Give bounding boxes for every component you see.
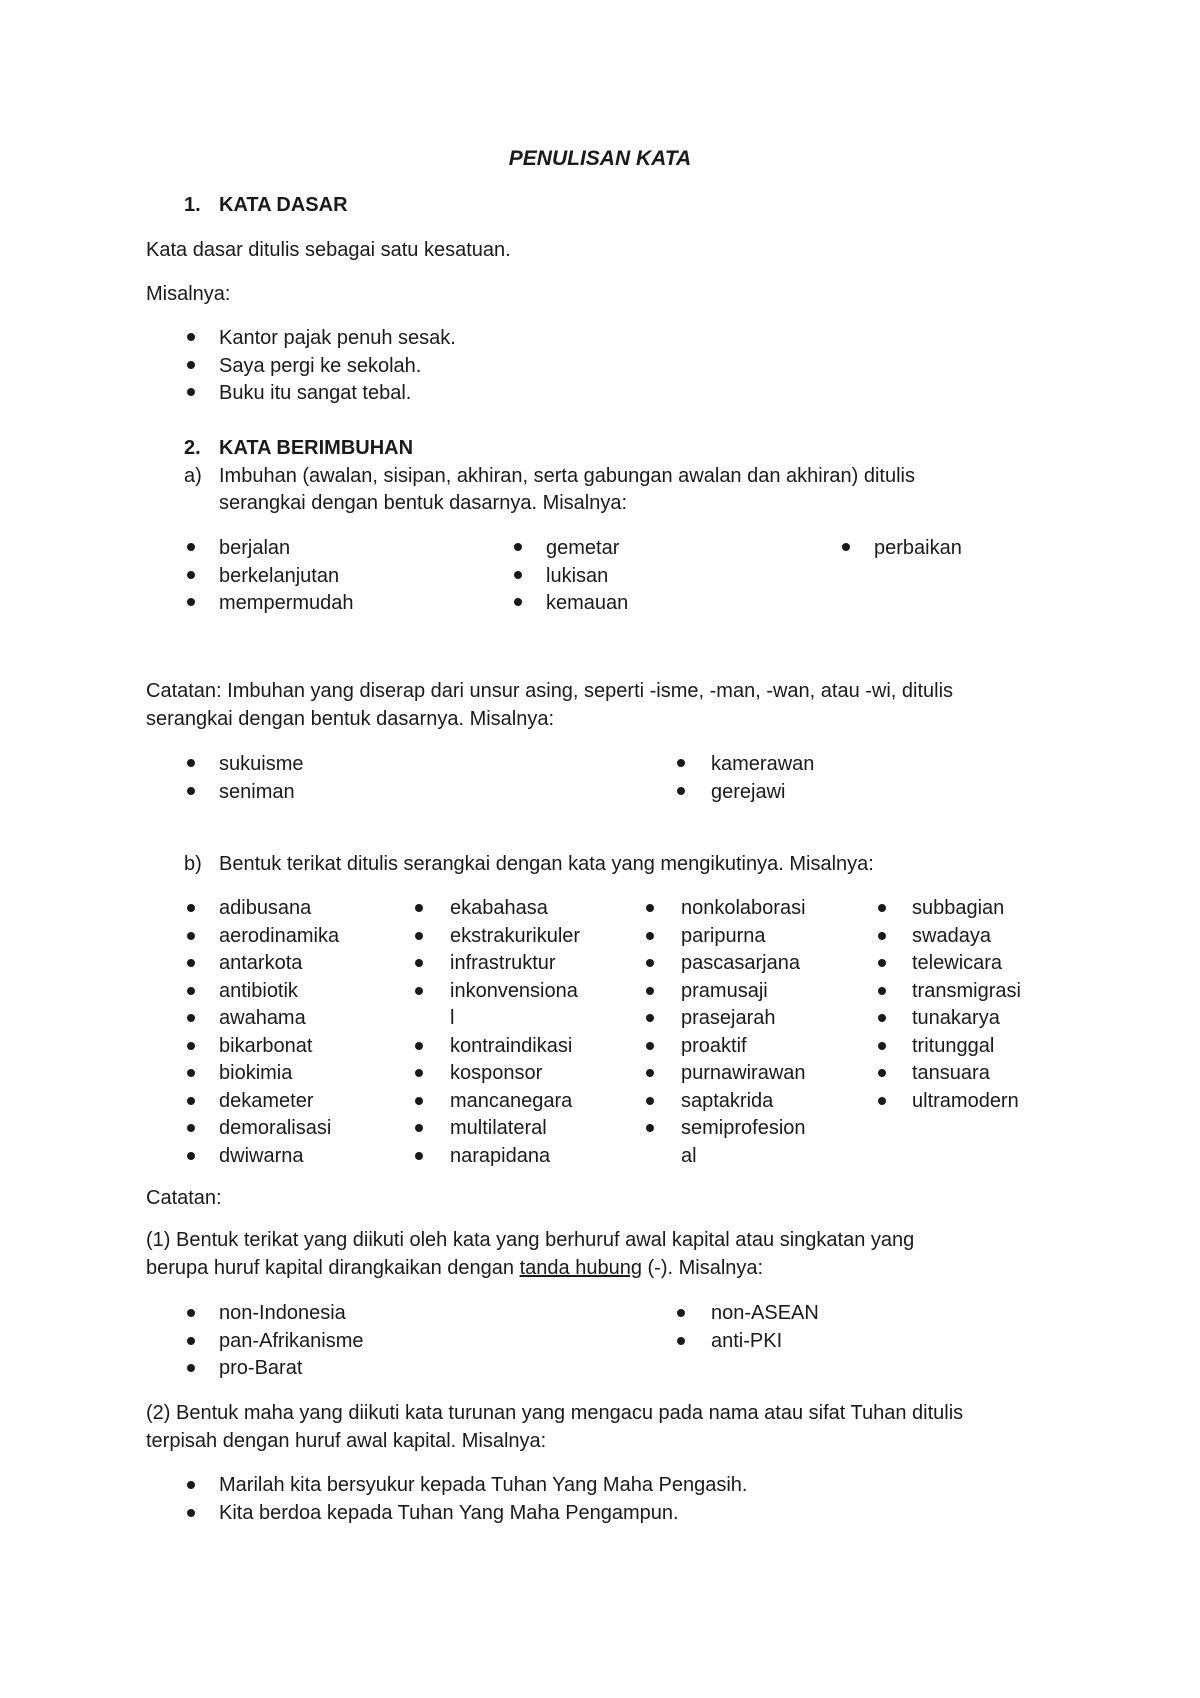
- bullet-icon: [187, 1481, 195, 1489]
- bullet-icon: [878, 1042, 886, 1050]
- list-item: telewicara: [912, 952, 1003, 974]
- bullet-icon: [646, 1124, 654, 1132]
- bullet-icon: [187, 959, 195, 967]
- bullet-icon: [187, 1069, 195, 1077]
- list-item: antibiotik: [219, 980, 298, 1002]
- bullet-icon: [878, 932, 886, 940]
- bullet-icon: [187, 1097, 195, 1105]
- paragraph: Misalnya:: [146, 283, 231, 305]
- bullet-icon: [187, 388, 195, 396]
- section-number: 2.: [184, 437, 201, 459]
- paragraph-line: (2) Bentuk maha yang diikuti kata turunan yang mengacu pada nama atau sifat Tuhan ditulis: [146, 1402, 964, 1424]
- list-item: kamerawan: [711, 753, 815, 775]
- list-item: purnawirawan: [681, 1062, 806, 1084]
- bullet-icon: [878, 1069, 886, 1077]
- list-item: pramusaji: [681, 980, 768, 1002]
- list-item: non-ASEAN: [711, 1302, 819, 1324]
- text-run: (-). Misalnya:: [641, 1257, 764, 1279]
- paragraph-line: Bentuk terikat ditulis serangkai dengan kata yang mengikutinya. Misalnya:: [219, 853, 874, 875]
- bullet-icon: [187, 904, 195, 912]
- list-item: aerodinamika: [219, 925, 340, 947]
- list-item: tansuara: [912, 1062, 990, 1084]
- bullet-icon: [878, 904, 886, 912]
- list-item: demoralisasi: [219, 1117, 332, 1139]
- paragraph-line: Imbuhan (awalan, sisipan, akhiran, serta gabungan awalan dan akhiran) ditulis: [219, 465, 915, 487]
- list-item: gerejawi: [711, 781, 786, 803]
- bullet-icon: [415, 959, 423, 967]
- list-item: dekameter: [219, 1090, 314, 1112]
- list-item: infrastruktur: [450, 952, 556, 974]
- list-item: inkonvensiona: [450, 980, 578, 1002]
- bullet-icon: [415, 1069, 423, 1077]
- list-item: transmigrasi: [912, 980, 1021, 1002]
- list-item: semiprofesion: [681, 1117, 806, 1139]
- bullet-icon: [415, 1097, 423, 1105]
- bullet-icon: [187, 987, 195, 995]
- list-item: proaktif: [681, 1035, 747, 1057]
- list-item: pro-Barat: [219, 1357, 303, 1379]
- paragraph-line: serangkai dengan bentuk dasarnya. Misalnya:: [219, 492, 628, 514]
- bullet-icon: [187, 543, 195, 551]
- bullet-icon: [677, 759, 685, 767]
- section-heading: KATA DASAR: [219, 194, 348, 216]
- bullet-icon: [415, 1124, 423, 1132]
- bullet-icon: [646, 987, 654, 995]
- bullet-icon: [677, 787, 685, 795]
- list-item: berjalan: [219, 537, 291, 559]
- list-item: biokimia: [219, 1062, 293, 1084]
- list-item-continuation: l: [450, 1007, 455, 1029]
- bullet-icon: [187, 1042, 195, 1050]
- paragraph-line: Catatan: Imbuhan yang diserap dari unsur asing, seperti -isme, -man, -wan, atau -wi, ditulis: [146, 680, 954, 702]
- list-item: Saya pergi ke sekolah.: [219, 355, 422, 377]
- bullet-icon: [878, 959, 886, 967]
- bullet-icon: [187, 333, 195, 341]
- item-label: b): [184, 853, 202, 875]
- list-item: saptakrida: [681, 1090, 774, 1112]
- list-item: seniman: [219, 781, 295, 803]
- list-item: Buku itu sangat tebal.: [219, 382, 412, 404]
- list-item: nonkolaborasi: [681, 897, 806, 919]
- paragraph: Catatan:: [146, 1187, 222, 1209]
- list-item: mempermudah: [219, 592, 354, 614]
- list-item: Kita berdoa kepada Tuhan Yang Maha Pengampun.: [219, 1502, 679, 1524]
- list-item: dwiwarna: [219, 1145, 304, 1167]
- bullet-icon: [842, 543, 850, 551]
- list-item: non-Indonesia: [219, 1302, 346, 1324]
- bullet-icon: [187, 1509, 195, 1517]
- bullet-icon: [646, 1069, 654, 1077]
- list-item: kontraindikasi: [450, 1035, 573, 1057]
- bullet-icon: [415, 987, 423, 995]
- bullet-icon: [187, 759, 195, 767]
- bullet-icon: [415, 932, 423, 940]
- list-item: adibusana: [219, 897, 312, 919]
- bullet-icon: [415, 1152, 423, 1160]
- list-item: ekabahasa: [450, 897, 548, 919]
- bullet-icon: [878, 1097, 886, 1105]
- bullet-icon: [646, 1014, 654, 1022]
- list-item: narapidana: [450, 1145, 551, 1167]
- bullet-icon: [187, 932, 195, 940]
- list-item: prasejarah: [681, 1007, 776, 1029]
- list-item: ultramodern: [912, 1090, 1019, 1112]
- bullet-icon: [646, 1042, 654, 1050]
- list-item: ekstrakurikuler: [450, 925, 581, 947]
- item-label: a): [184, 465, 202, 487]
- paragraph-line: serangkai dengan bentuk dasarnya. Misalnya:: [146, 708, 555, 730]
- bullet-icon: [187, 571, 195, 579]
- section-heading: KATA BERIMBUHAN: [219, 437, 414, 459]
- list-item: kemauan: [546, 592, 629, 614]
- list-item: gemetar: [546, 537, 620, 559]
- list-item: perbaikan: [874, 537, 962, 559]
- bullet-icon: [514, 543, 522, 551]
- list-item: awahama: [219, 1007, 306, 1029]
- page-title: PENULISAN KATA: [508, 147, 692, 170]
- paragraph-line: [146, 1256, 763, 1280]
- bullet-icon: [415, 1042, 423, 1050]
- list-item: paripurna: [681, 925, 766, 947]
- bullet-icon: [878, 987, 886, 995]
- bullet-icon: [187, 1337, 195, 1345]
- list-item: anti-PKI: [711, 1330, 783, 1352]
- list-item: kosponsor: [450, 1062, 543, 1084]
- bullet-icon: [187, 1014, 195, 1022]
- list-item: subbagian: [912, 897, 1005, 919]
- list-item: tritunggal: [912, 1035, 995, 1057]
- bullet-icon: [514, 598, 522, 606]
- list-item: pan-Afrikanisme: [219, 1330, 364, 1352]
- underlined-term: tanda hubung: [519, 1257, 642, 1279]
- bullet-icon: [878, 1014, 886, 1022]
- list-item: antarkota: [219, 952, 303, 974]
- list-item: bikarbonat: [219, 1035, 313, 1057]
- paragraph-line: terpisah dengan huruf awal kapital. Misalnya:: [146, 1430, 547, 1452]
- text-run: berupa huruf kapital dirangkaikan dengan: [146, 1257, 520, 1279]
- list-item: Marilah kita bersyukur kepada Tuhan Yang Maha Pengasih.: [219, 1474, 748, 1496]
- list-item: tunakarya: [912, 1007, 1000, 1029]
- list-item: pascasarjana: [681, 952, 800, 974]
- list-item-continuation: al: [681, 1145, 697, 1167]
- bullet-icon: [646, 1097, 654, 1105]
- bullet-icon: [187, 787, 195, 795]
- paragraph: Kata dasar ditulis sebagai satu kesatuan.: [146, 239, 511, 261]
- bullet-icon: [677, 1337, 685, 1345]
- list-item: berkelanjutan: [219, 565, 340, 587]
- bullet-icon: [187, 1309, 195, 1317]
- bullet-icon: [187, 1152, 195, 1160]
- bullet-icon: [415, 904, 423, 912]
- bullet-icon: [187, 598, 195, 606]
- list-item: Kantor pajak penuh sesak.: [219, 327, 456, 349]
- bullet-icon: [646, 959, 654, 967]
- bullet-icon: [187, 361, 195, 369]
- list-item: mancanegara: [450, 1090, 573, 1112]
- section-number: 1.: [184, 194, 201, 216]
- list-item: lukisan: [546, 565, 609, 587]
- list-item: swadaya: [912, 925, 991, 947]
- bullet-icon: [646, 904, 654, 912]
- list-item: sukuisme: [219, 753, 304, 775]
- bullet-icon: [677, 1309, 685, 1317]
- bullet-icon: [514, 571, 522, 579]
- bullet-icon: [187, 1364, 195, 1372]
- paragraph-line: (1) Bentuk terikat yang diikuti oleh kata yang berhuruf awal kapital atau singkatan yang: [146, 1229, 915, 1251]
- list-item: multilateral: [450, 1117, 547, 1139]
- bullet-icon: [187, 1124, 195, 1132]
- bullet-icon: [646, 932, 654, 940]
